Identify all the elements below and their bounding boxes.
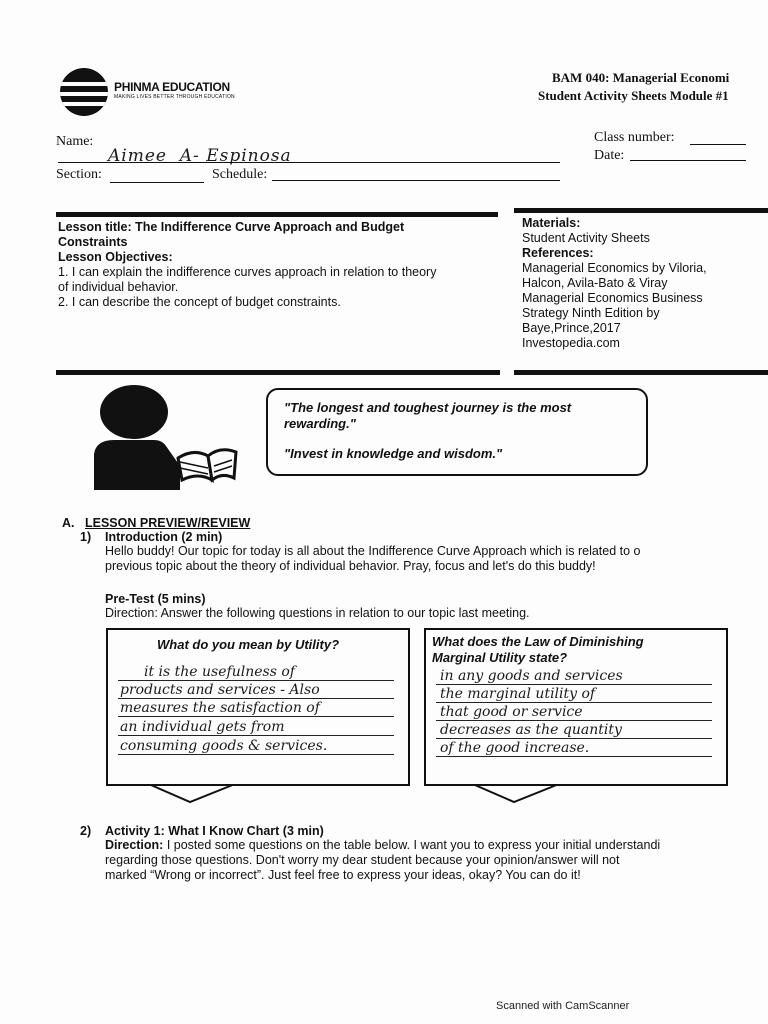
pretest-direction: Direction: Answer the following questions in relation to our topic last meeting. [105,606,530,620]
references-heading: References: [522,246,594,260]
quote-1-line2: rewarding." [284,416,356,431]
pretest-q2-title-line2: Marginal Utility state? [432,650,568,665]
activity1-number: 2) [80,824,92,838]
activity1-line-2: regarding those questions. Don't worry my dear student because your opinion/answer will not [105,853,620,867]
q2-answer-line-5: of the good increase. [440,740,590,756]
scanned-with-camscanner: Scanned with CamScanner [496,1000,630,1012]
reference-line-6: Investopedia.com [522,336,620,350]
q1-answer-line-3: measures the satisfaction of [120,700,320,716]
quote-2: "Invest in knowledge and wisdom." [284,446,503,461]
intro-title: Introduction (2 min) [105,530,223,544]
section-a-heading: LESSON PREVIEW/REVIEW [85,516,251,530]
section-label: Section: [56,167,102,182]
course-title: BAM 040: Managerial Economi [552,70,730,85]
reference-line-4: Strategy Ninth Edition by [522,306,660,320]
pretest-title: Pre-Test (5 mins) [105,592,206,606]
reference-line-1: Managerial Economics by Viloria, [522,261,707,275]
reference-line-5: Baye,Prince,2017 [522,321,621,335]
answer-line [118,716,394,717]
reference-line-2: Halcon, Avila-Bato & Viray [522,276,668,290]
logo-tagline: MAKING LIVES BETTER THROUGH EDUCATION [114,94,235,100]
answer-line [436,756,712,757]
q1-answer-line-5: consuming goods & services. [120,738,328,754]
answer-line [436,684,712,685]
q2-answer-line-3: that good or service [440,704,583,720]
materials-item-1: Student Activity Sheets [522,231,650,245]
student-reading-icon [84,384,264,496]
activity1-direction-label: Direction: [105,838,164,852]
q1-answer-line-1: it is the usefulness of [144,664,295,680]
activity1-line-3: marked “Wrong or incorrect”. Just feel free to express your ideas, okay? You can do it! [105,868,581,882]
date-underline [630,160,746,161]
answer-line [118,754,394,755]
class-number-label: Class number: [594,130,675,145]
answer-line [436,738,712,739]
activity1-line-1-text: I posted some questions on the table below. I want you to express your initial understandi [163,838,661,852]
reference-line-3: Managerial Economics Business [522,291,703,305]
activity1-line-1 [105,838,660,853]
section-a-letter: A. [62,516,75,530]
q1-answer-line-2: products and services - Also [120,682,320,698]
q1-answer-line-4: an individual gets from [120,719,285,735]
name-label: Name: [56,134,94,149]
materials-bottom-bar [514,370,768,375]
phinma-logo-icon [60,68,108,116]
section-underline [110,182,204,183]
answer-line [436,702,712,703]
intro-number: 1) [80,530,92,544]
q2-answer-line-1: in any goods and services [440,668,623,684]
answer-line [118,735,394,736]
activity1-title: Activity 1: What I Know Chart (3 min) [105,824,324,838]
logo-name: PHINMA EDUCATION [114,80,230,94]
class-number-underline [690,144,746,145]
answer-line [118,698,394,699]
pretest-q2-title-line1: What does the Law of Diminishing [432,634,644,649]
objective-2: 2. I can describe the concept of budget constraints. [58,295,341,309]
answer-line [436,720,712,721]
objectives-heading: Lesson Objectives: [58,250,173,264]
materials-heading: Materials: [522,216,581,230]
intro-line-1: Hello buddy! Our topic for today is all about the Indifference Curve Approach which is related to o [105,544,641,558]
lesson-top-bar [56,212,498,217]
name-underline [58,162,560,163]
lesson-bottom-bar [56,370,500,375]
materials-top-bar [514,208,768,213]
q2-answer-line-4: decreases as the quantity [440,722,622,738]
schedule-label: Schedule: [212,167,268,182]
quote-1-line1: "The longest and toughest journey is the most [284,400,572,415]
date-label: Date: [594,148,625,163]
module-title: Student Activity Sheets Module #1 [538,88,729,103]
lesson-title-line2: Constraints [58,235,128,249]
intro-line-2: previous topic about the theory of individual behavior. Pray, focus and let's do this buddy! [105,559,596,573]
objective-1-line1: 1. I can explain the indifference curves approach in relation to theory [58,265,437,279]
q2-answer-line-2: the marginal utility of [440,686,596,702]
objective-1-line2: of individual behavior. [58,280,179,294]
schedule-underline [272,180,560,181]
pretest-q1-title: What do you mean by Utility? [157,637,340,652]
answer-line [118,680,394,681]
lesson-title-line1: Lesson title: The Indifference Curve Approach and Budget [58,220,405,234]
name-value: Aimee A- Espinosa [108,146,292,166]
